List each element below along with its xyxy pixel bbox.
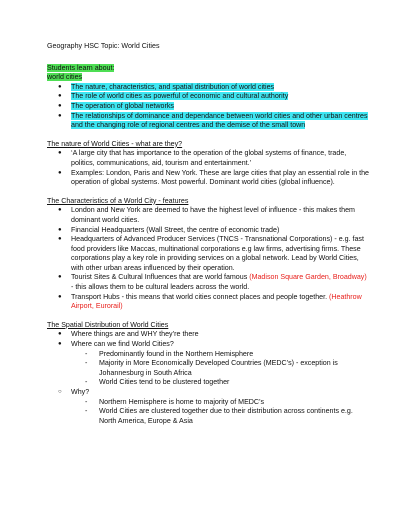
red-example: (Madison Square Garden, Broadway) <box>249 273 367 282</box>
intro-label: Students learn about: <box>47 63 115 72</box>
intro-list <box>47 83 370 131</box>
list-item: ● The nature, characteristics, and spatial distribution of world cities <box>71 83 370 93</box>
sub-list <box>71 398 370 427</box>
nature-list <box>47 149 370 187</box>
list-item: ● Financial Headquarters (Wall Street, the centre of economic trade) <box>71 226 370 236</box>
spatial-section <box>47 321 370 427</box>
list-item: ● London and New York are deemed to have the highest level of influence - this makes them dominant world cities. <box>71 206 370 225</box>
list-item: ● ‘A large city that has importance to the operation of the global systems of finance, trade, politics, communications, aid, tourism and entertainment.’ <box>71 149 370 168</box>
list-item: ● The role of world cities as powerful of economic and cultural authority <box>71 92 370 102</box>
section-heading: The nature of World Cities - what are they? <box>47 139 183 148</box>
sub-list <box>71 350 370 388</box>
list-item: ● The operation of global networks <box>71 102 370 112</box>
intro-section <box>47 64 370 131</box>
list-item: ● Tourist Sites & Cultural Influences that are world famous (Madison Square Garden, Broadway) - this allows them to be cultural leaders across the world. <box>71 273 370 292</box>
list-item: ● Examples: London, Paris and New York. These are large cities that play an essential role in the operation of global systems. Most powerful. Dominant world cities (global influence). <box>71 169 370 188</box>
nature-section <box>47 140 370 188</box>
red-example: (Heathrow Airport, Eurorail) <box>71 292 362 311</box>
sub-list-item: - World Cities are clustered together due to their distribution across continents e.g. North America, Europe & Asia <box>99 407 370 426</box>
sub-list-item: - Predominantly found in the Northern Hemisphere <box>99 350 370 360</box>
list-item: ○ Why? - Northern Hemisphere is home to majority of MEDC’s - World Cities are clustered together due to their distribution across continents e.g. North America, Europe & Asia <box>71 388 370 426</box>
sub-list-item: - Majority in More Economically Developed Countries (MEDC’s) - exception is Johannesburg in South Africa <box>99 359 370 378</box>
section-heading: The Spatial Distribution of World Cities <box>47 320 169 329</box>
spatial-list <box>47 330 370 426</box>
list-item: ● Headquarters of Advanced Producer Services (TNCS - Transnational Corporations) - e.g. fast food providers like Maccas, multinational corporations e.g law firms, advertising firms. These corporations play a key role in providing services on a global network. Lead by World Cities, with other urban areas influenced by their operation. <box>71 235 370 273</box>
list-item: ● Where things are and WHY they’re there <box>71 330 370 340</box>
document-title: Geography HSC Topic: World Cities <box>47 42 160 50</box>
sub-list-item: - Northern Hemisphere is home to majority of MEDC’s <box>99 398 370 408</box>
list-item: ● Transport Hubs - this means that world cities connect places and people together. (Heathrow Airport, Eurorail) <box>71 293 370 312</box>
list-item: ● Where can we find World Cities? - Predominantly found in the Northern Hemisphere - Majority in More Economically Developed Countries (MEDC’s) - exception is Johannesburg in South Africa - World Cities tend to be clustered together <box>71 340 370 388</box>
list-item: ● The relationships of dominance and dependance between world cities and other urban centres and the changing role of regional centres and the demise of the small town <box>71 112 370 131</box>
sub-list-item: - World Cities tend to be clustered together <box>99 378 370 388</box>
intro-sublabel: world cities <box>47 73 83 82</box>
characteristics-list <box>47 206 370 312</box>
characteristics-section <box>47 197 370 312</box>
section-heading: The Characteristics of a World City - features <box>47 196 189 205</box>
